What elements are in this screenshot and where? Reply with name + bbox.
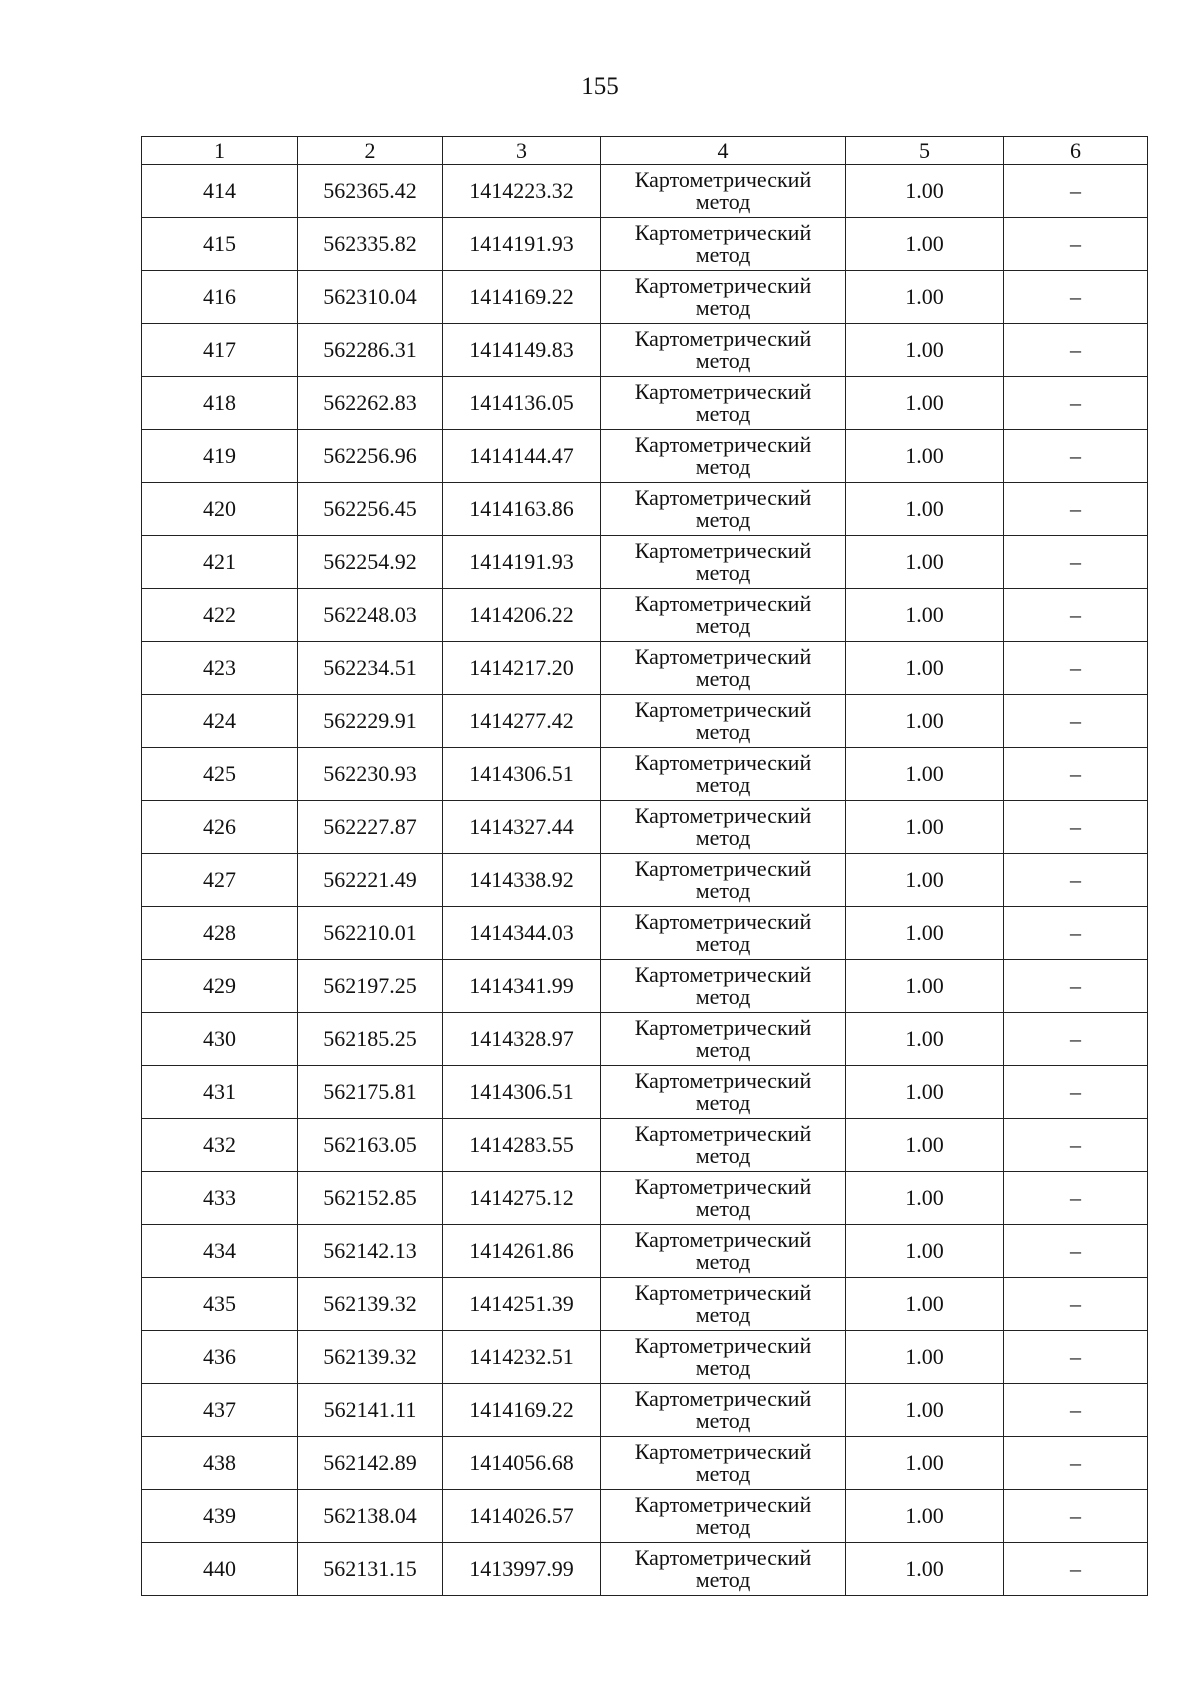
method-text-line2: метод — [695, 507, 751, 532]
column-header: 6 — [1004, 137, 1148, 165]
x-coordinate-cell: 562131.15 — [298, 1543, 443, 1596]
table-row — [142, 1543, 1148, 1596]
point-number-cell: 421 — [142, 536, 298, 589]
y-coordinate-cell: 1414277.42 — [443, 695, 601, 748]
accuracy-cell: 1.00 — [846, 801, 1004, 854]
point-number-cell: 434 — [142, 1225, 298, 1278]
y-coordinate-cell: 1414191.93 — [443, 536, 601, 589]
point-number-cell: 436 — [142, 1331, 298, 1384]
y-coordinate-cell: 1414338.92 — [443, 854, 601, 907]
point-number-cell: 424 — [142, 695, 298, 748]
table-row — [142, 165, 1148, 218]
accuracy-cell: 1.00 — [846, 1543, 1004, 1596]
method-text-line1: Картометрический — [634, 909, 812, 934]
method-cell — [601, 907, 846, 960]
note-cell: – — [1004, 801, 1148, 854]
y-coordinate-cell: 1414169.22 — [443, 1384, 601, 1437]
x-coordinate-cell: 562142.89 — [298, 1437, 443, 1490]
x-coordinate-cell: 562185.25 — [298, 1013, 443, 1066]
note-cell: – — [1004, 642, 1148, 695]
x-coordinate-cell: 562365.42 — [298, 165, 443, 218]
method-text-line1: Картометрический — [634, 803, 812, 828]
y-coordinate-cell: 1414344.03 — [443, 907, 601, 960]
method-text-line2: метод — [695, 1090, 751, 1115]
point-number-cell: 423 — [142, 642, 298, 695]
method-text-line2: метод — [695, 295, 751, 320]
accuracy-cell: 1.00 — [846, 1119, 1004, 1172]
method-cell — [601, 854, 846, 907]
method-text-line1: Картометрический — [634, 856, 812, 881]
method-cell — [601, 165, 846, 218]
y-coordinate-cell: 1413997.99 — [443, 1543, 601, 1596]
accuracy-cell: 1.00 — [846, 1066, 1004, 1119]
point-number-cell: 435 — [142, 1278, 298, 1331]
accuracy-cell: 1.00 — [846, 377, 1004, 430]
method-text-line2: метод — [695, 454, 751, 479]
point-number-cell: 438 — [142, 1437, 298, 1490]
method-cell — [601, 1278, 846, 1331]
method-text-line1: Картометрический — [634, 591, 812, 616]
point-number-cell: 420 — [142, 483, 298, 536]
x-coordinate-cell: 562230.93 — [298, 748, 443, 801]
note-cell: – — [1004, 536, 1148, 589]
y-coordinate-cell: 1414327.44 — [443, 801, 601, 854]
x-coordinate-cell: 562221.49 — [298, 854, 443, 907]
method-text-line1: Картометрический — [634, 644, 812, 669]
accuracy-cell: 1.00 — [846, 218, 1004, 271]
point-number-cell: 419 — [142, 430, 298, 483]
x-coordinate-cell: 562310.04 — [298, 271, 443, 324]
column-header: 1 — [142, 137, 298, 165]
method-cell — [601, 1543, 846, 1596]
table-row — [142, 1225, 1148, 1278]
method-text-line1: Картометрический — [634, 220, 812, 245]
method-cell — [601, 1066, 846, 1119]
accuracy-cell: 1.00 — [846, 589, 1004, 642]
method-text-line2: метод — [695, 1143, 751, 1168]
table-row — [142, 801, 1148, 854]
table-row — [142, 1490, 1148, 1543]
accuracy-cell: 1.00 — [846, 748, 1004, 801]
point-number-cell: 418 — [142, 377, 298, 430]
method-text-line2: метод — [695, 878, 751, 903]
table-row — [142, 430, 1148, 483]
table-row — [142, 854, 1148, 907]
method-text-line2: метод — [695, 1461, 751, 1486]
accuracy-cell: 1.00 — [846, 324, 1004, 377]
point-number-cell: 439 — [142, 1490, 298, 1543]
method-text-line1: Картометрический — [634, 1545, 812, 1570]
column-header: 4 — [601, 137, 846, 165]
method-text-line2: метод — [695, 560, 751, 585]
y-coordinate-cell: 1414163.86 — [443, 483, 601, 536]
method-text-line1: Картометрический — [634, 1015, 812, 1040]
table-row — [142, 748, 1148, 801]
point-number-cell: 415 — [142, 218, 298, 271]
note-cell: – — [1004, 165, 1148, 218]
x-coordinate-cell: 562256.96 — [298, 430, 443, 483]
note-cell: – — [1004, 960, 1148, 1013]
table-row — [142, 1437, 1148, 1490]
y-coordinate-cell: 1414328.97 — [443, 1013, 601, 1066]
point-number-cell: 433 — [142, 1172, 298, 1225]
accuracy-cell: 1.00 — [846, 483, 1004, 536]
method-text-line2: метод — [695, 1408, 751, 1433]
method-text-line2: метод — [695, 613, 751, 638]
note-cell: – — [1004, 1437, 1148, 1490]
method-text-line1: Картометрический — [634, 1492, 812, 1517]
point-number-cell: 425 — [142, 748, 298, 801]
accuracy-cell: 1.00 — [846, 430, 1004, 483]
method-text-line2: метод — [695, 719, 751, 744]
point-number-cell: 428 — [142, 907, 298, 960]
method-text-line1: Картометрический — [634, 1386, 812, 1411]
x-coordinate-cell: 562197.25 — [298, 960, 443, 1013]
accuracy-cell: 1.00 — [846, 271, 1004, 324]
accuracy-cell: 1.00 — [846, 1490, 1004, 1543]
note-cell: – — [1004, 324, 1148, 377]
x-coordinate-cell: 562335.82 — [298, 218, 443, 271]
y-coordinate-cell: 1414056.68 — [443, 1437, 601, 1490]
method-cell — [601, 1013, 846, 1066]
method-text-line2: метод — [695, 348, 751, 373]
note-cell: – — [1004, 748, 1148, 801]
y-coordinate-cell: 1414275.12 — [443, 1172, 601, 1225]
y-coordinate-cell: 1414191.93 — [443, 218, 601, 271]
method-text-line2: метод — [695, 1514, 751, 1539]
method-cell — [601, 536, 846, 589]
note-cell: – — [1004, 1543, 1148, 1596]
method-text-line2: метод — [695, 1567, 751, 1592]
table-row — [142, 907, 1148, 960]
x-coordinate-cell: 562175.81 — [298, 1066, 443, 1119]
method-text-line2: метод — [695, 984, 751, 1009]
method-cell — [601, 483, 846, 536]
method-text-line2: метод — [695, 1196, 751, 1221]
method-cell — [601, 377, 846, 430]
note-cell: – — [1004, 1066, 1148, 1119]
method-text-line1: Картометрический — [634, 1174, 812, 1199]
x-coordinate-cell: 562139.32 — [298, 1278, 443, 1331]
x-coordinate-cell: 562163.05 — [298, 1119, 443, 1172]
table-row — [142, 1331, 1148, 1384]
method-text-line1: Картометрический — [634, 326, 812, 351]
method-text-line1: Картометрический — [634, 1121, 812, 1146]
point-number-cell: 426 — [142, 801, 298, 854]
x-coordinate-cell: 562138.04 — [298, 1490, 443, 1543]
method-text-line2: метод — [695, 242, 751, 267]
table-row — [142, 960, 1148, 1013]
method-cell — [601, 430, 846, 483]
method-cell — [601, 801, 846, 854]
method-text-line1: Картометрический — [634, 1333, 812, 1358]
method-text-line1: Картометрический — [634, 485, 812, 510]
point-number-cell: 440 — [142, 1543, 298, 1596]
note-cell: – — [1004, 1490, 1148, 1543]
x-coordinate-cell: 562210.01 — [298, 907, 443, 960]
table-row — [142, 1066, 1148, 1119]
table-row — [142, 218, 1148, 271]
header-row — [142, 137, 1148, 165]
method-text-line2: метод — [695, 189, 751, 214]
method-cell — [601, 218, 846, 271]
method-cell — [601, 589, 846, 642]
method-cell — [601, 1384, 846, 1437]
y-coordinate-cell: 1414306.51 — [443, 1066, 601, 1119]
y-coordinate-cell: 1414169.22 — [443, 271, 601, 324]
note-cell: – — [1004, 1172, 1148, 1225]
accuracy-cell: 1.00 — [846, 1331, 1004, 1384]
x-coordinate-cell: 562256.45 — [298, 483, 443, 536]
y-coordinate-cell: 1414261.86 — [443, 1225, 601, 1278]
accuracy-cell: 1.00 — [846, 1384, 1004, 1437]
table-row — [142, 536, 1148, 589]
table-row — [142, 483, 1148, 536]
method-cell — [601, 1331, 846, 1384]
method-text-line1: Картометрический — [634, 962, 812, 987]
accuracy-cell: 1.00 — [846, 1225, 1004, 1278]
x-coordinate-cell: 562248.03 — [298, 589, 443, 642]
accuracy-cell: 1.00 — [846, 1278, 1004, 1331]
accuracy-cell: 1.00 — [846, 1437, 1004, 1490]
method-text-line1: Картометрический — [634, 432, 812, 457]
method-cell — [601, 324, 846, 377]
note-cell: – — [1004, 589, 1148, 642]
point-number-cell: 431 — [142, 1066, 298, 1119]
accuracy-cell: 1.00 — [846, 165, 1004, 218]
method-text-line1: Картометрический — [634, 1439, 812, 1464]
y-coordinate-cell: 1414283.55 — [443, 1119, 601, 1172]
note-cell: – — [1004, 218, 1148, 271]
x-coordinate-cell: 562286.31 — [298, 324, 443, 377]
point-number-cell: 414 — [142, 165, 298, 218]
x-coordinate-cell: 562141.11 — [298, 1384, 443, 1437]
method-text-line2: метод — [695, 1249, 751, 1274]
point-number-cell: 416 — [142, 271, 298, 324]
point-number-cell: 432 — [142, 1119, 298, 1172]
table-row — [142, 1384, 1148, 1437]
accuracy-cell: 1.00 — [846, 1013, 1004, 1066]
column-header: 5 — [846, 137, 1004, 165]
method-text-line1: Картометрический — [634, 379, 812, 404]
y-coordinate-cell: 1414026.57 — [443, 1490, 601, 1543]
method-cell — [601, 1225, 846, 1278]
table-row — [142, 589, 1148, 642]
coordinates-table — [141, 136, 1148, 1596]
method-text-line2: метод — [695, 825, 751, 850]
table-row — [142, 377, 1148, 430]
table-row — [142, 1278, 1148, 1331]
accuracy-cell: 1.00 — [846, 960, 1004, 1013]
x-coordinate-cell: 562152.85 — [298, 1172, 443, 1225]
x-coordinate-cell: 562229.91 — [298, 695, 443, 748]
note-cell: – — [1004, 271, 1148, 324]
x-coordinate-cell: 562142.13 — [298, 1225, 443, 1278]
accuracy-cell: 1.00 — [846, 907, 1004, 960]
method-text-line1: Картометрический — [634, 167, 812, 192]
table-row — [142, 1172, 1148, 1225]
x-coordinate-cell: 562262.83 — [298, 377, 443, 430]
note-cell: – — [1004, 1119, 1148, 1172]
point-number-cell: 429 — [142, 960, 298, 1013]
method-cell — [601, 695, 846, 748]
y-coordinate-cell: 1414149.83 — [443, 324, 601, 377]
method-cell — [601, 1119, 846, 1172]
y-coordinate-cell: 1414217.20 — [443, 642, 601, 695]
method-text-line2: метод — [695, 666, 751, 691]
method-text-line2: метод — [695, 931, 751, 956]
method-text-line1: Картометрический — [634, 538, 812, 563]
method-text-line1: Картометрический — [634, 1068, 812, 1093]
accuracy-cell: 1.00 — [846, 1172, 1004, 1225]
column-header: 2 — [298, 137, 443, 165]
note-cell: – — [1004, 854, 1148, 907]
table-row — [142, 695, 1148, 748]
note-cell: – — [1004, 377, 1148, 430]
method-cell — [601, 642, 846, 695]
table-row — [142, 324, 1148, 377]
point-number-cell: 417 — [142, 324, 298, 377]
method-cell — [601, 1490, 846, 1543]
method-text-line1: Картометрический — [634, 1280, 812, 1305]
table-row — [142, 1013, 1148, 1066]
x-coordinate-cell: 562234.51 — [298, 642, 443, 695]
note-cell: – — [1004, 1225, 1148, 1278]
note-cell: – — [1004, 695, 1148, 748]
table-header — [142, 137, 1148, 165]
y-coordinate-cell: 1414306.51 — [443, 748, 601, 801]
method-cell — [601, 1172, 846, 1225]
method-cell — [601, 748, 846, 801]
accuracy-cell: 1.00 — [846, 854, 1004, 907]
page-number: 155 — [581, 73, 619, 100]
accuracy-cell: 1.00 — [846, 695, 1004, 748]
x-coordinate-cell: 562139.32 — [298, 1331, 443, 1384]
table-body — [142, 165, 1148, 1596]
y-coordinate-cell: 1414251.39 — [443, 1278, 601, 1331]
method-cell — [601, 271, 846, 324]
point-number-cell: 427 — [142, 854, 298, 907]
method-text-line2: метод — [695, 1037, 751, 1062]
method-text-line2: метод — [695, 1302, 751, 1327]
y-coordinate-cell: 1414144.47 — [443, 430, 601, 483]
method-text-line1: Картометрический — [634, 697, 812, 722]
table-row — [142, 642, 1148, 695]
accuracy-cell: 1.00 — [846, 642, 1004, 695]
y-coordinate-cell: 1414232.51 — [443, 1331, 601, 1384]
table-row — [142, 1119, 1148, 1172]
note-cell: – — [1004, 483, 1148, 536]
y-coordinate-cell: 1414341.99 — [443, 960, 601, 1013]
note-cell: – — [1004, 1331, 1148, 1384]
method-text-line1: Картометрический — [634, 750, 812, 775]
y-coordinate-cell: 1414136.05 — [443, 377, 601, 430]
method-text-line1: Картометрический — [634, 1227, 812, 1252]
method-cell — [601, 1437, 846, 1490]
method-text-line1: Картометрический — [634, 273, 812, 298]
column-header: 3 — [443, 137, 601, 165]
method-text-line2: метод — [695, 772, 751, 797]
note-cell: – — [1004, 430, 1148, 483]
method-text-line2: метод — [695, 401, 751, 426]
note-cell: – — [1004, 1278, 1148, 1331]
y-coordinate-cell: 1414223.32 — [443, 165, 601, 218]
point-number-cell: 422 — [142, 589, 298, 642]
point-number-cell: 437 — [142, 1384, 298, 1437]
x-coordinate-cell: 562254.92 — [298, 536, 443, 589]
table-row — [142, 271, 1148, 324]
point-number-cell: 430 — [142, 1013, 298, 1066]
y-coordinate-cell: 1414206.22 — [443, 589, 601, 642]
method-text-line2: метод — [695, 1355, 751, 1380]
x-coordinate-cell: 562227.87 — [298, 801, 443, 854]
method-cell — [601, 960, 846, 1013]
note-cell: – — [1004, 1013, 1148, 1066]
note-cell: – — [1004, 907, 1148, 960]
note-cell: – — [1004, 1384, 1148, 1437]
accuracy-cell: 1.00 — [846, 536, 1004, 589]
